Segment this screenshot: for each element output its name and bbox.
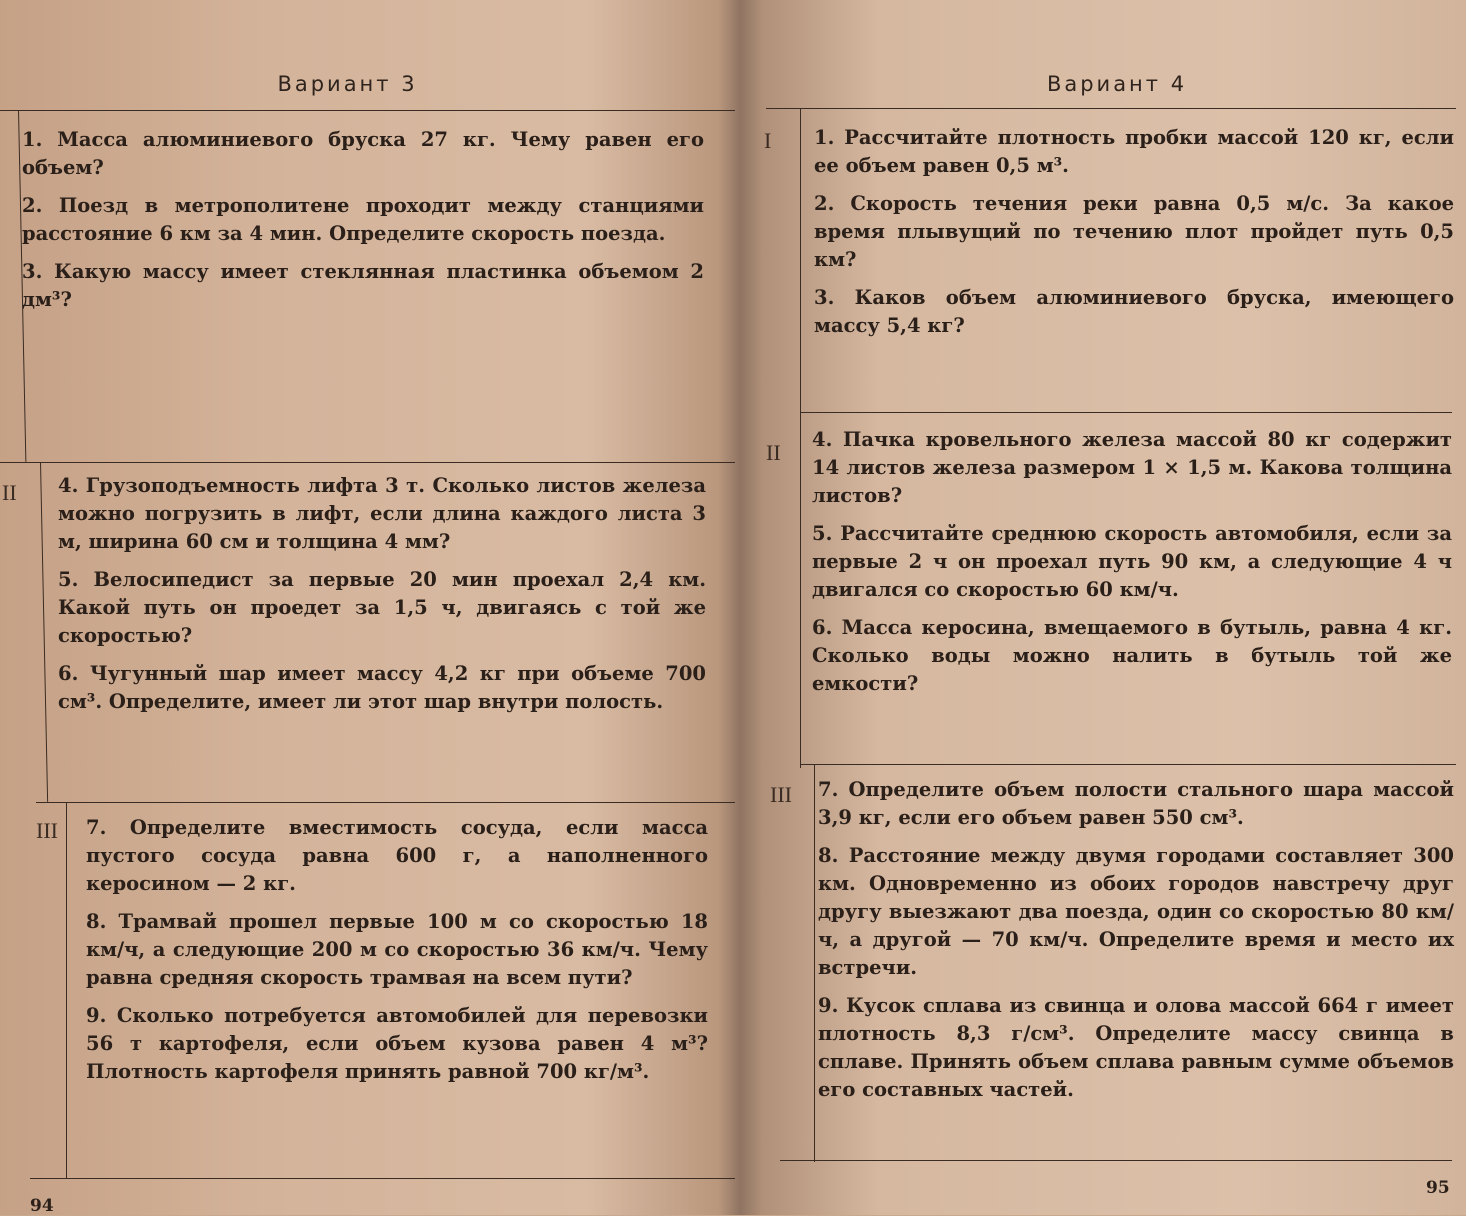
variant-4-level-iii [818,776,1454,1114]
level-i-divider-right [800,108,801,412]
task-9: 9. Сколько потребуется автомобилей для перевозки 56 т картофеля, если объем кузова равен 4 м³? Плотность картофеля принять равной 700 кг/м³. [86,1004,708,1083]
variant-3-title: Вариант 3 [277,72,418,96]
variant-4-level-ii [812,426,1452,708]
rule-ii-iii-right [800,764,1456,765]
variant-4-level-i [814,124,1454,350]
task-1-v4: 1. Рассчитайте плотность пробки массой 120 кг, если ее объем равен 0,5 м³. [814,126,1454,177]
bottom-rule-right [780,1160,1452,1161]
task-6: 6. Чугунный шар имеет массу 4,2 кг при объеме 700 см³. Определите, имеет ли этот шар внутри полость. [58,662,706,713]
variant-3-level-i [22,126,704,324]
task-2-v4: 2. Скорость течения реки равна 0,5 м/с. За какое время плывущий по течению плот пройдет путь 0,5 км? [814,192,1454,271]
task-8: 8. Трамвай прошел первые 100 м со скоростью 18 км/ч, а следующие 200 м со скоростью 36 км/ч. Чему равна средняя скорость трамвая на всем пути? [86,910,708,989]
page-number-right: 95 [1426,1178,1450,1198]
right-page [748,0,1466,1215]
bottom-rule [30,1178,735,1179]
task-7-v4: 7. Определите объем полости стального шара массой 3,9 кг, если его объем равен 550 см³. [818,778,1454,829]
level-iii-label-right: III [770,782,792,807]
top-rule [0,110,735,111]
level-iii-label: III [36,818,58,843]
task-4-v4: 4. Пачка кровельного железа массой 80 кг содержит 14 листов железа размером 1 × 1,5 м. Какова толщина листов? [812,428,1452,507]
task-9-v4: 9. Кусок сплава из свинца и олова массой 664 г имеет плотность 8,3 г/см³. Определите массу свинца в сплаве. Принять объем сплава равным сумме объемов его составных частей. [818,994,1454,1101]
level-ii-divider-right [800,412,801,768]
task-5: 5. Велосипедист за первые 20 мин проехал 2,4 км. Какой путь он проедет за 1,5 ч, двигаясь с той же скоростью? [58,568,706,647]
rule-i-ii-right [800,412,1452,413]
level-iii-divider [66,802,67,1178]
top-rule-right [766,108,1456,109]
task-3-v4: 3. Каков объем алюминиевого бруска, имеющего массу 5,4 кг? [814,286,1454,337]
task-4: 4. Грузоподъемность лифта 3 т. Сколько листов железа можно погрузить в лифт, если длина каждого листа 3 м, ширина 60 см и толщина 4 мм? [58,474,706,553]
level-ii-label: II [2,480,17,505]
level-ii-divider [40,462,48,802]
variant-3-level-ii [58,472,706,726]
task-7: 7. Определите вместимость сосуда, если масса пустого сосуда равна 600 г, а наполненного керосином — 2 кг. [86,816,708,895]
variant-3-level-iii [86,814,708,1096]
task-5-v4: 5. Рассчитайте среднюю скорость автомобиля, если за первые 2 ч он проехал путь 90 км, а следующие 4 ч двигался со скоростью 60 км/ч. [812,522,1452,601]
page-number-left: 94 [30,1196,54,1216]
level-ii-label-right: II [766,440,781,465]
variant-4-title: Вариант 4 [1046,72,1188,96]
task-6-v4: 6. Масса керосина, вмещаемого в бутыль, равна 4 кг. Сколько воды можно налить в бутыль той же емкости? [812,616,1452,695]
level-i-label-right: I [764,128,772,153]
rule-i-ii [0,462,735,463]
task-2: 2. Поезд в метрополитене проходит между станциями расстояние 6 км за 4 мин. Определите скорость поезда. [22,194,704,245]
level-iii-divider-right [814,764,815,1162]
task-3: 3. Какую массу имеет стеклянная пластинка объемом 2 дм³? [22,260,704,311]
task-1: 1. Масса алюминиевого бруска 27 кг. Чему равен его объем? [22,128,704,179]
rule-ii-iii [36,802,735,803]
task-8-v4: 8. Расстояние между двумя городами составляет 300 км. Одновременно из обоих городов навстречу друг другу выезжают два поезда, один со скоростью 80 км/ч, а другой — 70 км/ч. Определите время и место их встречи. [818,844,1454,979]
